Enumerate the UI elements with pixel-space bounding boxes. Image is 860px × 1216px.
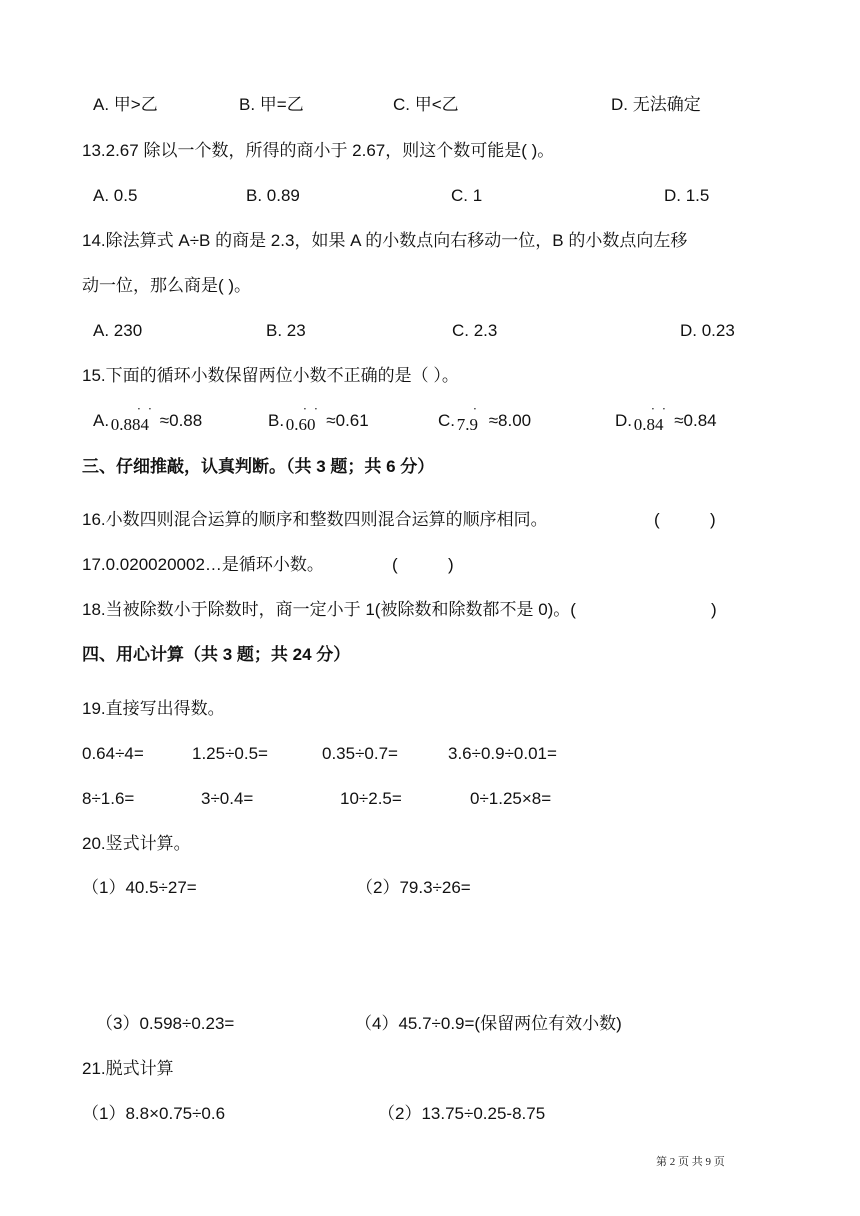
q13-option-a: A. 0.5 <box>93 186 138 205</box>
q17-answer-paren-close: ) <box>448 555 454 574</box>
repeat-dot-icon: · <box>136 401 142 416</box>
q12-option-b: B. 甲=乙 <box>239 95 304 114</box>
q14-option-c: C. 2.3 <box>452 321 498 340</box>
q18-text: 18.当被除数小于除数时，商一定小于 1(被除数和除数都不是 0)。( <box>82 600 576 619</box>
section3-title: 三、仔细推敲，认真判断。（共 3 题；共 6 分） <box>82 457 435 476</box>
q16-answer-paren-open: ( <box>654 510 660 529</box>
q12-option-c: C. 甲<乙 <box>393 95 459 114</box>
approx-value: ≈8.00 <box>488 411 532 430</box>
q21-item-2: （2）13.75÷0.25-8.75 <box>378 1104 546 1123</box>
section4-title: 四、用心计算（共 3 题；共 24 分） <box>82 645 351 664</box>
repeating-decimal: 7.9 · <box>456 401 478 434</box>
q15-stem: 15.下面的循环小数保留两位小数不正确的是（ ）。 <box>82 366 459 385</box>
repeat-dot-icon: · <box>472 401 478 416</box>
repeat-dot-icon: · <box>650 401 656 416</box>
approx-value: ≈0.84 <box>674 411 717 430</box>
q20-item-2: （2）79.3÷26= <box>356 878 471 897</box>
page-number: 第 2 页 共 9 页 <box>656 1156 725 1168</box>
q13-stem: 13.2.67 除以一个数，所得的商小于 2.67，则这个数可能是( )。 <box>82 141 555 160</box>
q14-stem-line1: 14.除法算式 A÷B 的商是 2.3，如果 A 的小数点向右移动一位，B 的小数点向左移 <box>82 231 688 250</box>
q20-stem: 20.竖式计算。 <box>82 834 191 853</box>
q14-option-a: A. 230 <box>93 321 143 340</box>
q19-item: 0÷1.25×8= <box>470 789 552 808</box>
option-letter: A. <box>93 411 110 430</box>
q19-item: 0.64÷4= <box>82 744 144 763</box>
q15-option-d <box>615 401 717 434</box>
approx-value: ≈0.88 <box>159 411 203 430</box>
q19-item: 0.35÷0.7= <box>322 744 398 763</box>
approx-value: ≈0.61 <box>326 411 369 430</box>
q13-option-b: B. 0.89 <box>246 186 300 205</box>
q15-option-b <box>268 401 369 434</box>
q17-answer-paren-open: ( <box>392 555 398 574</box>
q14-option-b: B. 23 <box>266 321 306 340</box>
q14-stem-line2: 动一位，那么商是( )。 <box>82 276 252 295</box>
q13-option-c: C. 1 <box>451 186 483 205</box>
option-letter: D. <box>615 411 632 430</box>
q16-answer-paren-close: ) <box>710 510 716 529</box>
q19-item: 3÷0.4= <box>201 789 254 808</box>
repeating-decimal: 0.60 · · <box>285 401 319 434</box>
q18-answer-paren-close: ) <box>711 600 717 619</box>
q19-item: 1.25÷0.5= <box>192 744 268 763</box>
q20-item-4: （4）45.7÷0.9=(保留两位有效小数) <box>355 1014 622 1033</box>
q14-option-d: D. 0.23 <box>680 321 735 340</box>
repeat-dot-icon: · <box>147 401 153 416</box>
repeat-dot-icon: · <box>313 401 319 416</box>
option-letter: C. <box>438 411 455 430</box>
q21-item-1: （1）8.8×0.75÷0.6 <box>82 1104 226 1123</box>
q13-option-d: D. 1.5 <box>664 186 710 205</box>
q20-item-1: （1）40.5÷27= <box>82 878 197 897</box>
repeat-dot-icon: · <box>661 401 667 416</box>
q19-item: 10÷2.5= <box>340 789 402 808</box>
q12-option-a: A. 甲>乙 <box>93 95 158 114</box>
q21-stem: 21.脱式计算 <box>82 1059 174 1078</box>
q16-text: 16.小数四则混合运算的顺序和整数四则混合运算的顺序相同。 <box>82 510 548 529</box>
q15-option-c <box>438 401 532 434</box>
q19-stem: 19.直接写出得数。 <box>82 699 225 718</box>
q15-option-a <box>93 401 203 434</box>
repeating-decimal: 0.884 · · <box>110 401 153 434</box>
repeat-dot-icon: · <box>302 401 308 416</box>
q20-item-3: （3）0.598÷0.23= <box>96 1014 235 1033</box>
q12-option-d: D. 无法确定 <box>611 95 701 114</box>
q17-text: 17.0.020020002…是循环小数。 <box>82 555 324 574</box>
q19-item: 8÷1.6= <box>82 789 135 808</box>
repeating-decimal: 0.84 · · <box>633 401 667 434</box>
option-letter: B. <box>268 411 285 430</box>
q19-item: 3.6÷0.9÷0.01= <box>448 744 557 763</box>
